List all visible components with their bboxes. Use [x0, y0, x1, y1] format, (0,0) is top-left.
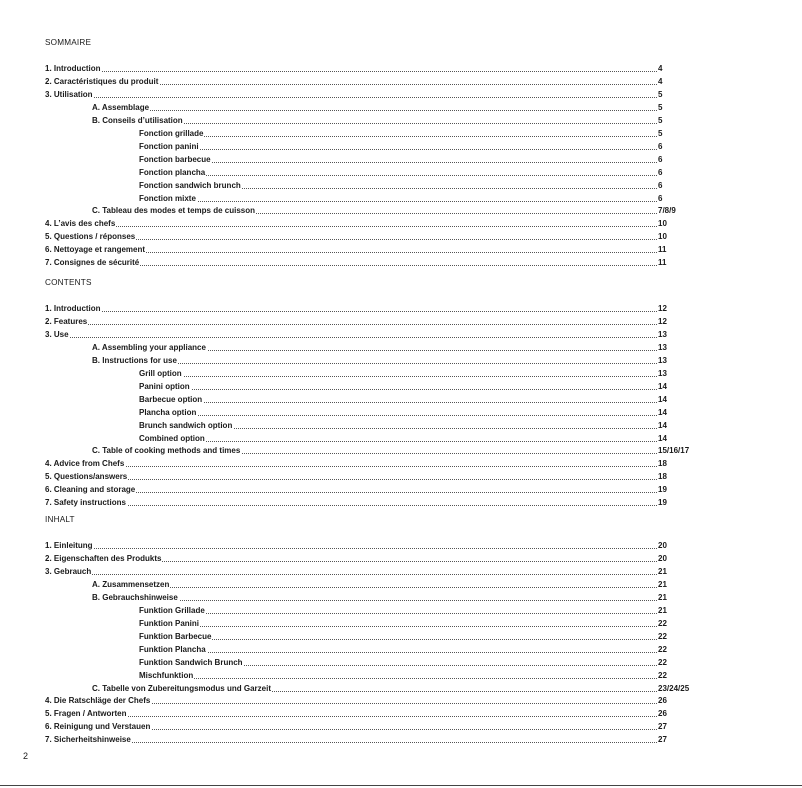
- toc-entry[interactable]: [139, 631, 717, 643]
- toc-entry-page: 4: [658, 64, 663, 73]
- toc-entry-page: 5: [658, 115, 663, 125]
- toc-entry-label: 2. Caractéristiques du produit: [45, 77, 159, 86]
- toc-entry-page: 26: [658, 709, 667, 719]
- toc-entry[interactable]: [139, 128, 717, 140]
- toc-entry-page: 14: [658, 407, 667, 417]
- toc-entry[interactable]: [45, 734, 717, 746]
- toc-entry-page: 6: [658, 167, 663, 177]
- toc-entry-page: 19: [658, 485, 667, 495]
- dot-leader: [45, 466, 657, 467]
- dot-leader: [92, 110, 657, 111]
- toc-entry-label: 7. Sicherheitshinweise: [45, 735, 131, 745]
- toc-entry[interactable]: [139, 394, 717, 406]
- toc-entry[interactable]: [45, 553, 717, 565]
- toc-entry-page: 14: [658, 394, 667, 404]
- dot-leader: [139, 613, 657, 614]
- toc-entry-label: 4. L’avis des chefs: [45, 219, 116, 229]
- toc-entry-label: 6. Cleaning and storage: [45, 485, 136, 495]
- toc-entry[interactable]: [45, 484, 717, 496]
- toc-entry[interactable]: [45, 540, 717, 552]
- toc-entry-label: C. Tableau des modes et temps de cuisson: [92, 206, 256, 216]
- toc-entry-page: 20: [658, 541, 667, 550]
- toc-entry-page: 13: [658, 368, 667, 378]
- toc-entry-label: Funktion Plancha: [139, 644, 206, 654]
- toc-entry[interactable]: [92, 205, 717, 217]
- toc-entry-label: Fonction mixte: [139, 193, 196, 203]
- toc-entry-page: 21: [658, 592, 667, 602]
- toc-entry[interactable]: [139, 420, 717, 432]
- toc-entry-label: A. Assemblage: [92, 102, 150, 112]
- toc-entry[interactable]: [139, 154, 717, 166]
- dot-leader: [45, 97, 657, 98]
- toc-entry[interactable]: [139, 141, 717, 153]
- toc-entry-label: Mischfunktion: [139, 670, 194, 680]
- dot-leader: [45, 716, 657, 717]
- toc-entry-page: 27: [658, 722, 667, 732]
- dot-leader: [45, 479, 657, 480]
- toc-entry[interactable]: [139, 618, 717, 630]
- toc-entry-label: Combined option: [139, 433, 205, 443]
- toc-entry-page: 27: [658, 735, 667, 745]
- toc-entry[interactable]: [139, 644, 717, 656]
- toc-entry-label: B. Instructions for use: [92, 355, 177, 365]
- toc-entry-label: 6. Reinigung und Verstauen: [45, 722, 151, 732]
- dot-leader: [139, 162, 657, 163]
- toc-entry-page: 13: [658, 355, 667, 365]
- toc-entry[interactable]: [92, 355, 717, 367]
- toc-entry-page: 5: [658, 102, 663, 112]
- toc-entry-label: C. Table of cooking methods and times: [92, 446, 241, 456]
- toc-entry[interactable]: [45, 708, 717, 720]
- toc-entry-label: 2. Features: [45, 316, 88, 326]
- toc-entry[interactable]: [139, 433, 717, 445]
- toc-entry[interactable]: [92, 592, 717, 604]
- toc-entry-label: Fonction plancha: [139, 167, 206, 177]
- toc-entry-page: 22: [658, 644, 667, 654]
- section-title: CONTENTS: [45, 278, 92, 287]
- toc-entry[interactable]: [139, 193, 717, 205]
- toc-entry-page: 6: [658, 180, 663, 190]
- toc-entry-page: 13: [658, 329, 667, 339]
- toc-entry-label: 7. Consignes de sécurité: [45, 258, 140, 268]
- dot-leader: [139, 652, 657, 653]
- toc-entry-label: Fonction grillade: [139, 128, 204, 138]
- dot-leader: [139, 415, 657, 416]
- toc-entry-page: 11: [658, 258, 667, 268]
- toc-entry[interactable]: [139, 657, 717, 669]
- dot-leader: [139, 136, 657, 137]
- dot-leader: [139, 149, 657, 150]
- toc-entry-label: B. Conseils d’utilisation: [92, 115, 183, 125]
- dot-leader: [45, 226, 657, 227]
- toc-entry-page: 26: [658, 696, 667, 706]
- toc-entry[interactable]: [45, 218, 717, 230]
- toc-entry-page: 18: [658, 459, 667, 469]
- toc-entry-page: 12: [658, 304, 667, 313]
- toc-entry[interactable]: [139, 407, 717, 419]
- toc-entry[interactable]: [45, 89, 717, 101]
- toc-entry-label: Panini option: [139, 381, 190, 391]
- toc-entry-label: B. Gebrauchshinweise: [92, 592, 178, 602]
- toc-entry-label: 3. Use: [45, 329, 69, 339]
- toc-entry[interactable]: [139, 180, 717, 192]
- toc-entry[interactable]: [139, 605, 717, 617]
- toc-entry-page: 6: [658, 193, 663, 203]
- dot-leader: [45, 505, 657, 506]
- dot-leader: [45, 742, 657, 743]
- toc-entry-label: A. Zusammensetzen: [92, 579, 170, 589]
- toc-entry[interactable]: [92, 102, 717, 114]
- dot-leader: [45, 492, 657, 493]
- toc-entry[interactable]: [139, 381, 717, 393]
- page-number: 2: [23, 751, 29, 761]
- toc-entry[interactable]: [45, 244, 717, 256]
- toc-entry-page: 5: [658, 128, 663, 138]
- toc-entry-label: 4. Advice from Chefs: [45, 459, 125, 469]
- bottom-rule: [0, 785, 802, 786]
- dot-leader: [139, 626, 657, 627]
- toc-entry-page: 21: [658, 566, 667, 576]
- toc-entry[interactable]: [45, 695, 717, 707]
- toc-entry-label: 1. Einleitung: [45, 541, 93, 550]
- section-title: SOMMAIRE: [45, 38, 92, 47]
- toc-entry-page: 22: [658, 631, 667, 641]
- toc-entry-page: 12: [658, 316, 667, 326]
- dot-leader: [45, 311, 657, 312]
- toc-entry-label: Plancha option: [139, 407, 197, 417]
- toc-entry-page: 13: [658, 342, 667, 352]
- toc-entry-page: 5: [658, 89, 663, 99]
- toc-entry-label: 1. Introduction: [45, 304, 101, 313]
- toc-entry[interactable]: [139, 670, 717, 682]
- toc-entry-label: Funktion Grillade: [139, 605, 205, 615]
- dot-leader: [139, 639, 657, 640]
- toc-entry-page: 21: [658, 579, 667, 589]
- toc-entry[interactable]: [45, 231, 717, 243]
- toc-entry-label: 1. Introduction: [45, 64, 101, 73]
- toc-entry-page: 14: [658, 381, 667, 391]
- toc-entry-label: 5. Questions/answers: [45, 472, 128, 482]
- dot-leader: [45, 324, 657, 325]
- toc-entry[interactable]: [45, 303, 717, 315]
- toc-entry-page: 11: [658, 245, 667, 255]
- toc-entry-page: 19: [658, 498, 667, 508]
- toc-entry-label: Fonction barbecue: [139, 154, 211, 164]
- dot-leader: [139, 678, 657, 679]
- dot-leader: [139, 175, 657, 176]
- toc-entry-label: Funktion Panini: [139, 618, 199, 628]
- toc-entry[interactable]: [139, 167, 717, 179]
- toc-entry-page: 10: [658, 232, 667, 242]
- toc-entry-page: 14: [658, 420, 667, 430]
- toc-entry-label: Brunch sandwich option: [139, 420, 233, 430]
- dot-leader: [45, 574, 657, 575]
- dot-leader: [139, 201, 657, 202]
- toc-entry-page: 7/8/9: [658, 206, 676, 216]
- toc-entry-label: 4. Die Ratschläge der Chefs: [45, 696, 151, 706]
- toc-entry-page: 22: [658, 618, 667, 628]
- toc-entry[interactable]: [45, 497, 717, 509]
- toc-entry-page: 22: [658, 657, 667, 667]
- toc-entry-page: 22: [658, 670, 667, 680]
- dot-leader: [45, 71, 657, 72]
- dot-leader: [139, 402, 657, 403]
- toc-entry[interactable]: [92, 683, 717, 695]
- section-title: INHALT: [45, 515, 75, 524]
- toc-entry[interactable]: [45, 458, 717, 470]
- toc-entry-page: 6: [658, 154, 663, 164]
- toc-entry[interactable]: [92, 445, 717, 457]
- dot-leader: [45, 548, 657, 549]
- toc-entry-label: 5. Questions / réponses: [45, 232, 136, 242]
- dot-leader: [139, 389, 657, 390]
- toc-entry-page: 14: [658, 433, 667, 443]
- toc-entry-label: 5. Fragen / Antworten: [45, 709, 127, 719]
- toc-entry-label: Grill option: [139, 368, 182, 378]
- dot-leader: [139, 441, 657, 442]
- toc-entry-page: 6: [658, 141, 663, 151]
- toc-entry-page: 10: [658, 219, 667, 229]
- toc-entry[interactable]: [139, 368, 717, 380]
- toc-entry[interactable]: [45, 721, 717, 733]
- toc-entry-page: 20: [658, 554, 667, 563]
- toc-entry-label: Barbecue option: [139, 394, 203, 404]
- toc-entry-page: 18: [658, 472, 667, 482]
- toc-entry[interactable]: [45, 566, 717, 578]
- toc-entry[interactable]: [45, 471, 717, 483]
- toc-entry[interactable]: [45, 316, 717, 328]
- toc-entry[interactable]: [45, 76, 717, 88]
- toc-entry-page: 4: [658, 77, 663, 86]
- dot-leader: [45, 337, 657, 338]
- toc-entry-label: Funktion Sandwich Brunch: [139, 657, 243, 667]
- toc-entry[interactable]: [92, 579, 717, 591]
- toc-entry-page: 23/24/25: [658, 683, 690, 693]
- toc-entry-label: 3. Gebrauch: [45, 566, 92, 576]
- toc-entry-label: Fonction sandwich brunch: [139, 180, 241, 190]
- toc-entry-label: 7. Safety instructions: [45, 498, 126, 508]
- toc-entry-label: Funktion Barbecue: [139, 631, 212, 641]
- toc-entry-label: 2. Eigenschaften des Produkts: [45, 554, 162, 563]
- toc-entry-label: 6. Nettoyage et rangement: [45, 245, 146, 255]
- toc-entry[interactable]: [45, 257, 717, 269]
- toc-entry[interactable]: [92, 342, 717, 354]
- toc-entry-label: 3. Utilisation: [45, 89, 93, 99]
- toc-entry-page: 15/16/17: [658, 446, 690, 456]
- dot-leader: [139, 376, 657, 377]
- toc-entry-label: C. Tabelle von Zubereitungsmodus und Garzeit: [92, 683, 271, 693]
- toc-entry-label: A. Assembling your appliance: [92, 342, 206, 352]
- toc-entry[interactable]: [45, 329, 717, 341]
- toc-entry[interactable]: [45, 63, 717, 75]
- dot-leader: [92, 587, 657, 588]
- toc-entry[interactable]: [92, 115, 717, 127]
- toc-entry-label: Fonction panini: [139, 141, 199, 151]
- toc-entry-page: 21: [658, 605, 667, 615]
- dot-leader: [45, 239, 657, 240]
